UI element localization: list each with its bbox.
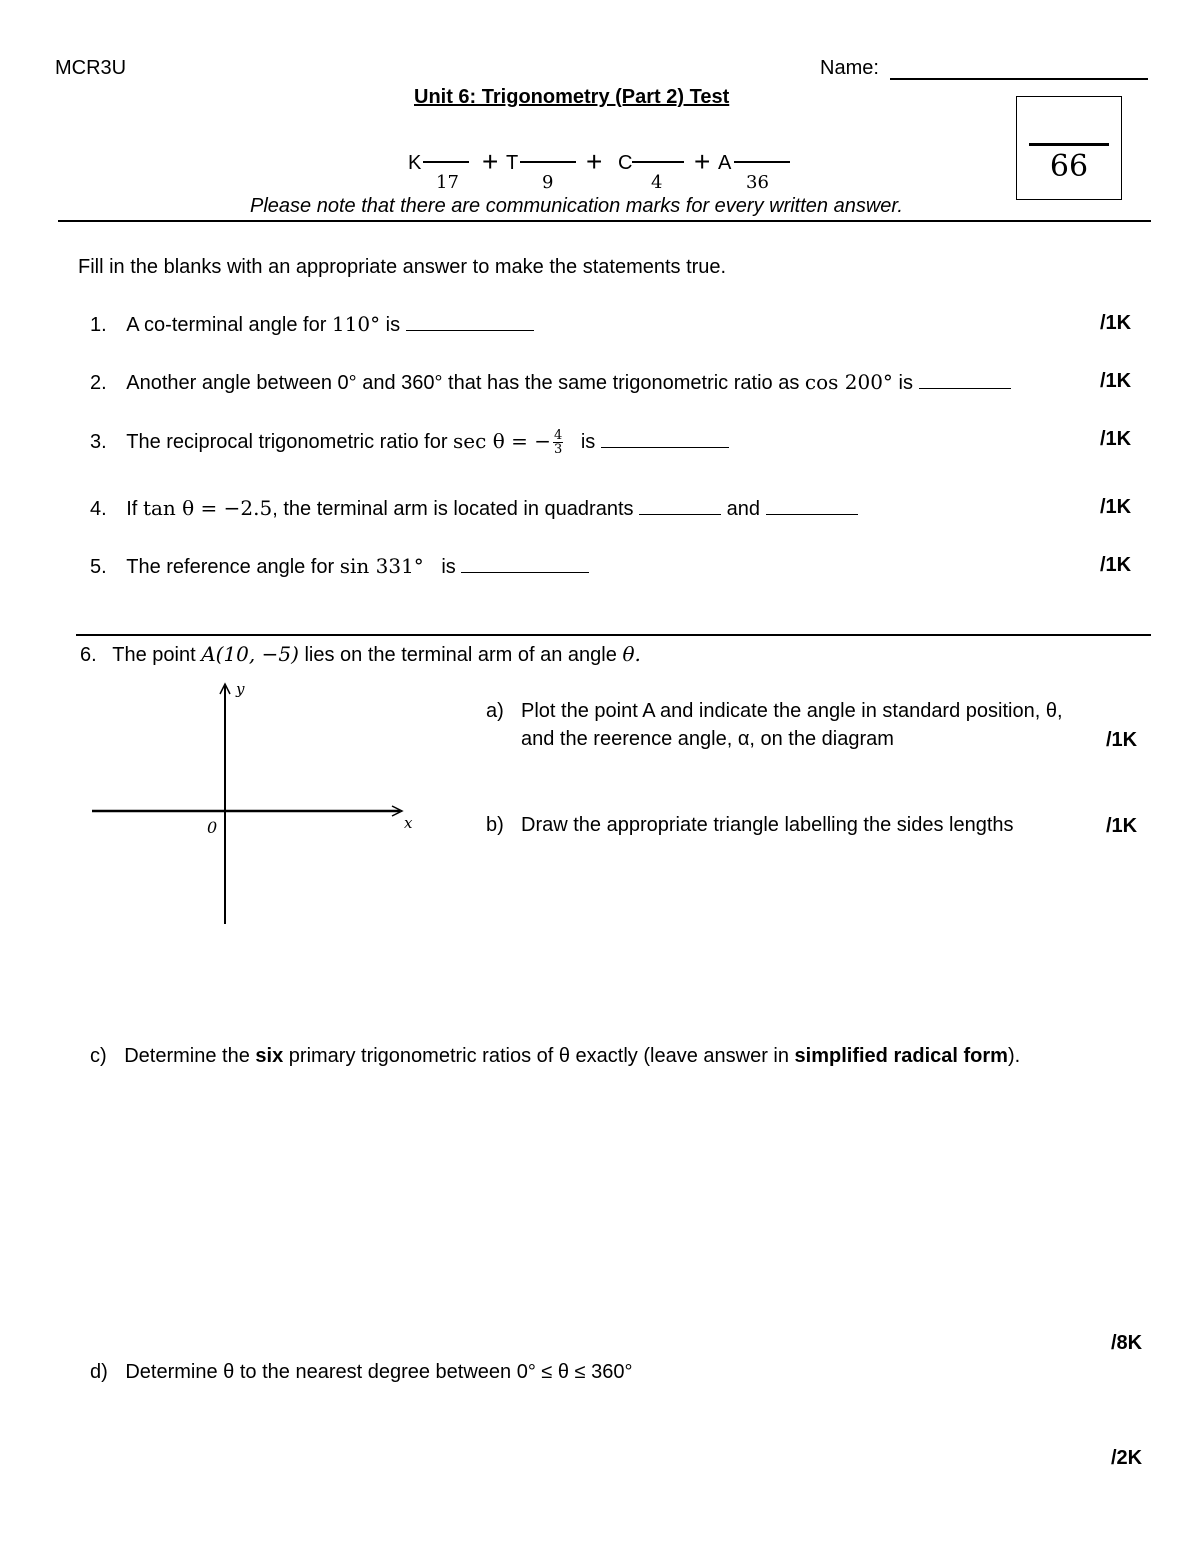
question-3-mark: /1K [1100,428,1132,450]
plus-sign: + [482,146,499,177]
section-divider [76,634,1151,636]
part-d-mark: /2K [1111,1447,1143,1469]
answer-blank-2[interactable] [766,496,858,515]
question-number: 6. [80,644,97,666]
question-text: and [726,498,761,520]
fraction-numerator: 4 [553,428,563,444]
part-d-text: Determine θ to the nearest degree between 0° ≤ θ ≤ 360° [125,1361,633,1383]
x-axis-label: x [404,814,413,832]
part-c [90,1045,1020,1068]
category-c-total: 4 [651,172,663,193]
question-text: is [441,556,456,578]
communication-note: Please note that there are communication marks for every written answer. [250,195,903,217]
question-text: is [385,314,401,336]
score-fraction-bar [1029,143,1109,146]
question-text: lies on the terminal arm of an angle [304,644,617,666]
question-text: is [580,431,596,453]
origin-label: 0 [207,818,218,837]
question-number: 3. [90,431,107,453]
plus-sign: + [694,146,711,177]
plus-sign: + [586,146,603,177]
part-b-text: Draw the appropriate triangle labelling the sides lengths [521,814,1014,836]
category-c: C [618,152,633,174]
question-4 [90,496,858,521]
question-5 [90,554,589,579]
answer-blank[interactable] [406,312,534,331]
category-k: K [408,152,422,174]
name-field[interactable] [890,78,1148,80]
question-4-mark: /1K [1100,496,1132,518]
part-a-line1: Plot the point A and indicate the angle in standard position, θ, [521,700,1063,722]
question-5-mark: /1K [1100,554,1132,576]
name-label: Name: [820,57,879,79]
question-text: If [126,498,138,520]
answer-blank[interactable] [461,554,589,573]
math-expression: tan θ = −2.5 [142,496,273,520]
question-3 [90,424,729,459]
question-text: The reference angle for [126,556,335,578]
part-c-text: primary trigonometric ratios of θ exactly (leave answer in [288,1045,789,1067]
question-number: 1. [90,314,107,336]
question-2 [90,370,1011,395]
part-c-mark: /8K [1111,1332,1143,1354]
part-d-label: d) [90,1361,108,1383]
category-k-total: 17 [436,172,459,193]
page-title: Unit 6: Trigonometry (Part 2) Test [414,86,730,108]
math-expression: sin 331° [339,554,424,578]
part-a-label: a) [486,700,504,722]
question-2-mark: /1K [1100,370,1132,392]
part-c-text: ). [1007,1045,1021,1067]
part-b-mark: /1K [1106,815,1138,837]
section1-instruction: Fill in the blanks with an appropriate answer to make the statements true. [78,256,727,278]
fraction [553,429,563,456]
question-number: 2. [90,372,107,394]
course-code: MCR3U [55,57,127,79]
header-divider [58,220,1151,222]
answer-blank[interactable] [601,429,729,448]
part-a-mark: /1K [1106,729,1138,751]
answer-blank-1[interactable] [639,496,721,515]
y-axis-label: y [236,680,245,698]
question-text: Another angle between 0° and 360° that has the same trigonometric ratio as [126,372,800,394]
category-t-total: 9 [542,172,554,193]
coordinate-axes[interactable] [88,676,418,928]
question-1-mark: /1K [1100,312,1132,334]
question-1 [90,312,534,337]
question-text: , the terminal arm is located in quadrants [272,498,634,520]
question-number: 5. [90,556,107,578]
part-c-emphasis: simplified radical form [794,1045,1008,1067]
score-total: 66 [1049,149,1089,184]
score-box [1016,96,1122,200]
part-c-emphasis: six [255,1045,284,1067]
math-expression: 110° [331,312,381,336]
category-a-total: 36 [746,172,769,193]
category-totals [408,148,808,198]
question-text: is [898,372,913,394]
question-text: A co-terminal angle for [126,314,327,336]
part-c-text: Determine the [124,1045,250,1067]
question-text: The reciprocal trigonometric ratio for [126,431,448,453]
part-c-label: c) [90,1045,107,1067]
question-number: 4. [90,498,107,520]
question-6-prompt [80,642,641,667]
theta-symbol: θ. [622,642,641,666]
fraction-denominator: 3 [553,442,563,458]
category-a: A [718,152,732,174]
part-b-label: b) [486,814,504,836]
part-a-line2: and the reerence angle, α, on the diagram [521,728,894,750]
category-t: T [506,152,519,174]
point-label: A(10, −5) [201,642,299,666]
math-expression: sec θ = − [453,429,551,453]
answer-blank[interactable] [919,370,1011,389]
math-expression: cos 200° [804,370,893,394]
part-d [90,1361,633,1384]
question-text: The point [112,644,196,666]
